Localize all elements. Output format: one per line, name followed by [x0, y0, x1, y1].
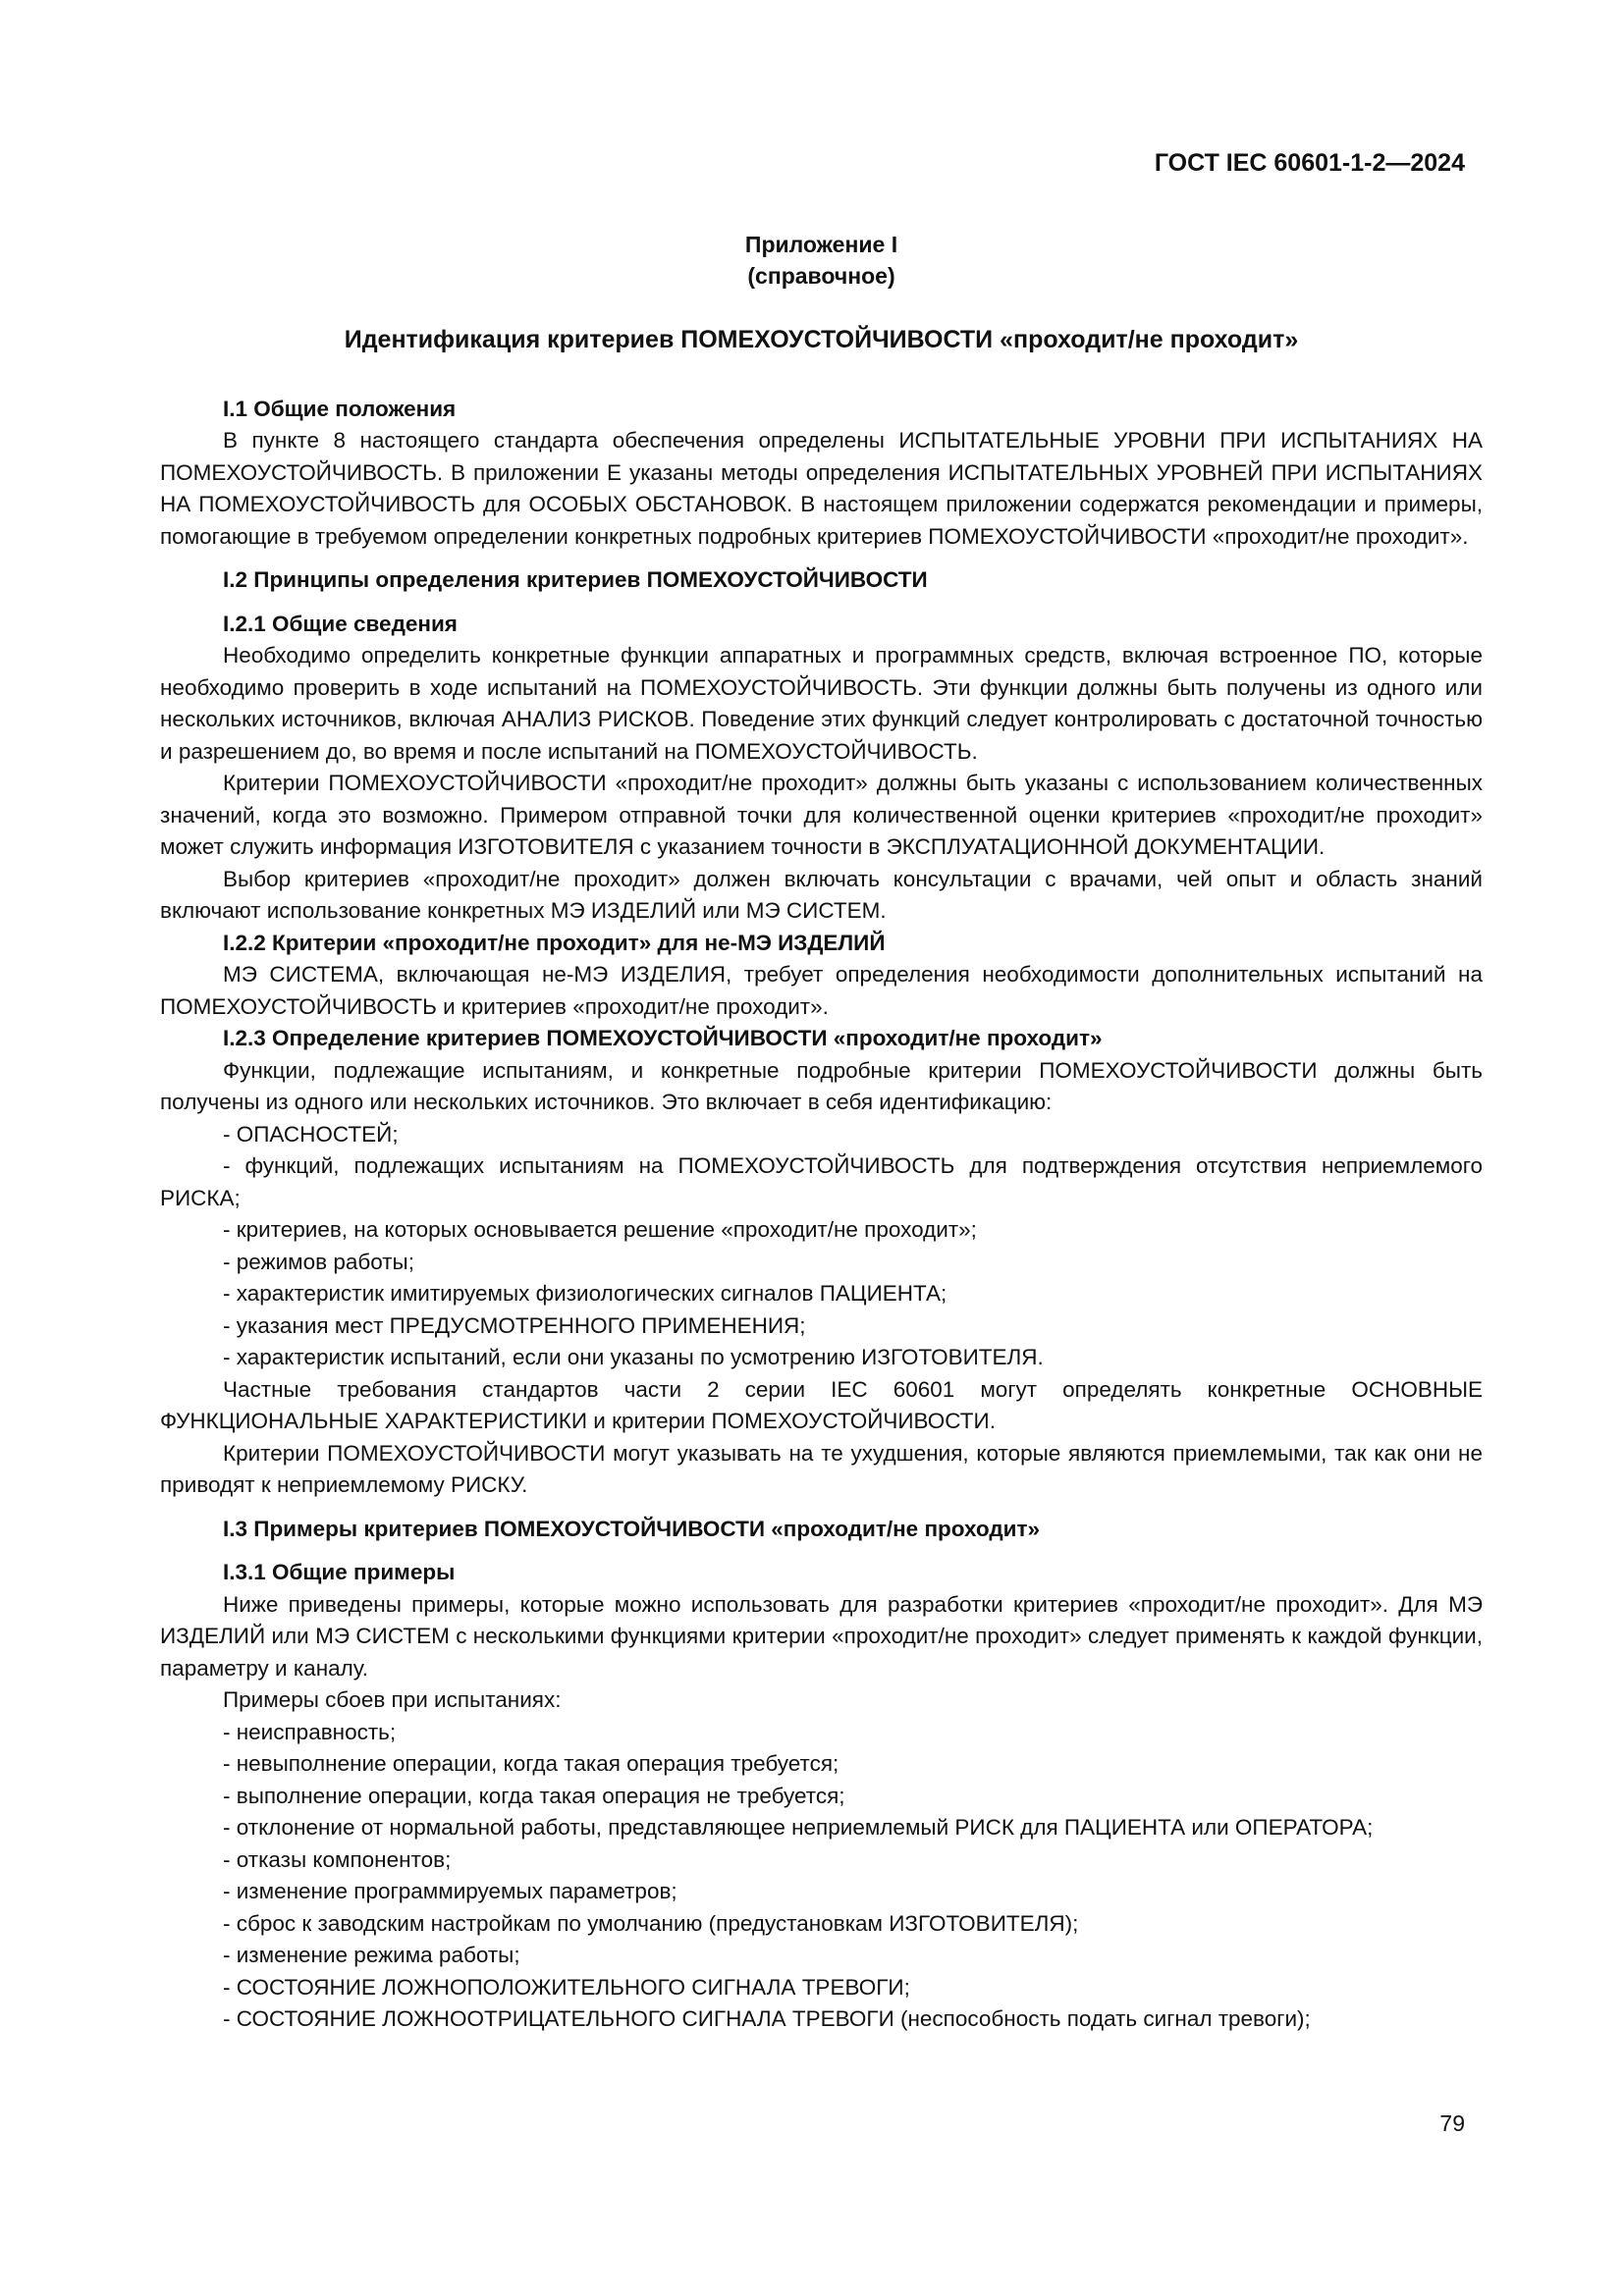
paragraph: Частные требования стандартов части 2 серии IEC 60601 могут определять конкретные ОСНОВНЫЕ ФУНКЦИОНАЛЬНЫЕ ХАРАКТЕРИСТИКИ и критерии ПОМЕХОУСТОЙЧИВОСТИ.	[160, 1376, 1483, 1433]
paragraph: МЭ СИСТЕМА, включающая не-МЭ ИЗДЕЛИЯ, требует определения необходимости дополнительных испытаний на ПОМЕХОУСТОЙЧИВОСТЬ и критериев «проходит/не проходит».	[160, 962, 1483, 1019]
list-item: - изменение программируемых параметров;	[223, 1879, 677, 1903]
section-heading: I.1 Общие положения	[223, 396, 457, 421]
list-item: - неисправность;	[223, 1719, 397, 1744]
list-item: - невыполнение операции, когда такая операция требуется;	[223, 1751, 839, 1776]
subsection-heading: I.2.1 Общие сведения	[223, 611, 458, 636]
list-item: - изменение режима работы;	[223, 1943, 520, 1967]
list-item: - сброс к заводским настройкам по умолчанию (предустановкам ИЗГОТОВИТЕЛЯ);	[223, 1910, 1079, 1936]
annex-title: Идентификация критериев ПОМЕХОУСТОЙЧИВОСТИ «проходит/не проходит»	[344, 326, 1299, 353]
list-item: - функций, подлежащих испытаниям на ПОМЕХОУСТОЙЧИВОСТЬ для подтверждения отсутствия неприемлемого РИСКА;	[160, 1153, 1483, 1210]
annex-type: (справочное)	[747, 263, 895, 289]
paragraph: В пункте 8 настоящего стандарта обеспечения определены ИСПЫТАТЕЛЬНЫЕ УРОВНИ ПРИ ИСПЫТАНИЯХ НА ПОМЕХОУСТОЙЧИВОСТЬ. В приложении Е указаны методы определения ИСПЫТАТЕЛЬНЫХ УРОВНЕЙ ПРИ ИСПЫТАНИЯХ НА ПОМЕХОУСТОЙЧИВОСТЬ для ОСОБЫХ ОБСТАНОВОК. В настоящем приложении содержатся рекомендации и примеры, помогающие в требуемом определении конкретных подробных критериев ПОМЕХОУСТОЙЧИВОСТИ «проходит/не проходит».	[160, 428, 1483, 549]
list-item: - режимов работы;	[223, 1249, 414, 1274]
document-body	[160, 229, 1483, 2036]
list-item: - отказы компонентов;	[223, 1846, 452, 1872]
page-number: 79	[1439, 2110, 1465, 2136]
paragraph: Примеры сбоев при испытаниях:	[223, 1687, 562, 1712]
section-heading: I.2 Принципы определения критериев ПОМЕХОУСТОЙЧИВОСТИ	[223, 567, 928, 592]
list-item: - отклонение от нормальной работы, представляющее неприемлемый РИСК для ПАЦИЕНТА или ОПЕРАТОРА;	[223, 1815, 1374, 1840]
list-item: - СОСТОЯНИЕ ЛОЖНООТРИЦАТЕЛЬНОГО СИГНАЛА ТРЕВОГИ (неспособность подать сигнал тревоги);	[223, 2006, 1311, 2031]
paragraph: Критерии ПОМЕХОУСТОЙЧИВОСТИ «проходит/не проходит» должны быть указаны с использованием количественных значений, когда это возможно. Примером отправной точки для количественной оценки критериев «проходит/не проходит» может служить информация ИЗГОТОВИТЕЛЯ с указанием точности в ЭКСПЛУАТАЦИОННОЙ ДОКУМЕНТАЦИИ.	[160, 771, 1483, 859]
section-heading: I.3 Примеры критериев ПОМЕХОУСТОЙЧИВОСТИ «проходит/не проходит»	[223, 1516, 1041, 1541]
paragraph: Ниже приведены примеры, которые можно использовать для разработки критериев «проходит/не проходит». Для МЭ ИЗДЕЛИЙ или МЭ СИСТЕМ с несколькими функциями критерии «проходит/не проходит» следует применять к каждой функции, параметру и каналу.	[160, 1591, 1483, 1681]
subsection-heading: I.3.1 Общие примеры	[223, 1560, 456, 1584]
standard-designation: ГОСТ IEC 60601-1-2—2024	[1154, 149, 1465, 177]
list-item: - характеристик испытаний, если они указаны по усмотрению ИЗГОТОВИТЕЛЯ.	[223, 1345, 1044, 1369]
list-item: - критериев, на которых основывается решение «проходит/не проходит»;	[223, 1217, 977, 1242]
subsection-heading: I.2.2 Критерии «проходит/не проходит» для не-МЭ ИЗДЕЛИЙ	[223, 930, 886, 955]
list-item: - указания мест ПРЕДУСМОТРЕННОГО ПРИМЕНЕНИЯ;	[223, 1312, 806, 1338]
list-item: - ОПАСНОСТЕЙ;	[223, 1121, 399, 1147]
paragraph: Необходимо определить конкретные функции аппаратных и программных средств, включая встроенное ПО, которые необходимо проверить в ходе испытаний на ПОМЕХОУСТОЙЧИВОСТЬ. Эти функции должны быть получены из одного или нескольких источников, включая АНАЛИЗ РИСКОВ. Поведение этих функций следует контролировать с достаточной точностью и разрешением до, во время и после испытаний на ПОМЕХОУСТОЙЧИВОСТЬ.	[160, 643, 1483, 764]
paragraph: Выбор критериев «проходит/не проходит» должен включать консультации с врачами, чей опыт и область знаний включают использование конкретных МЭ ИЗДЕЛИЙ или МЭ СИСТЕМ.	[160, 866, 1483, 923]
paragraph: Критерии ПОМЕХОУСТОЙЧИВОСТИ могут указывать на те ухудшения, которые являются приемлемыми, так как они не приводят к неприемлемому РИСКУ.	[160, 1440, 1483, 1497]
list-item: - выполнение операции, когда такая операция не требуется;	[223, 1783, 845, 1808]
subsection-heading: I.2.3 Определение критериев ПОМЕХОУСТОЙЧИВОСТИ «проходит/не проходит»	[223, 1026, 1103, 1050]
list-item: - СОСТОЯНИЕ ЛОЖНОПОЛОЖИТЕЛЬНОГО СИГНАЛА ТРЕВОГИ;	[223, 1974, 910, 2000]
paragraph: Функции, подлежащие испытаниям, и конкретные подробные критерии ПОМЕХОУСТОЙЧИВОСТИ должны быть получены из одного или нескольких источников. Это включает в себя идентификацию:	[160, 1057, 1483, 1114]
list-item: - характеристик имитируемых физиологических сигналов ПАЦИЕНТА;	[223, 1281, 947, 1306]
annex-label: Приложение I	[744, 232, 898, 257]
